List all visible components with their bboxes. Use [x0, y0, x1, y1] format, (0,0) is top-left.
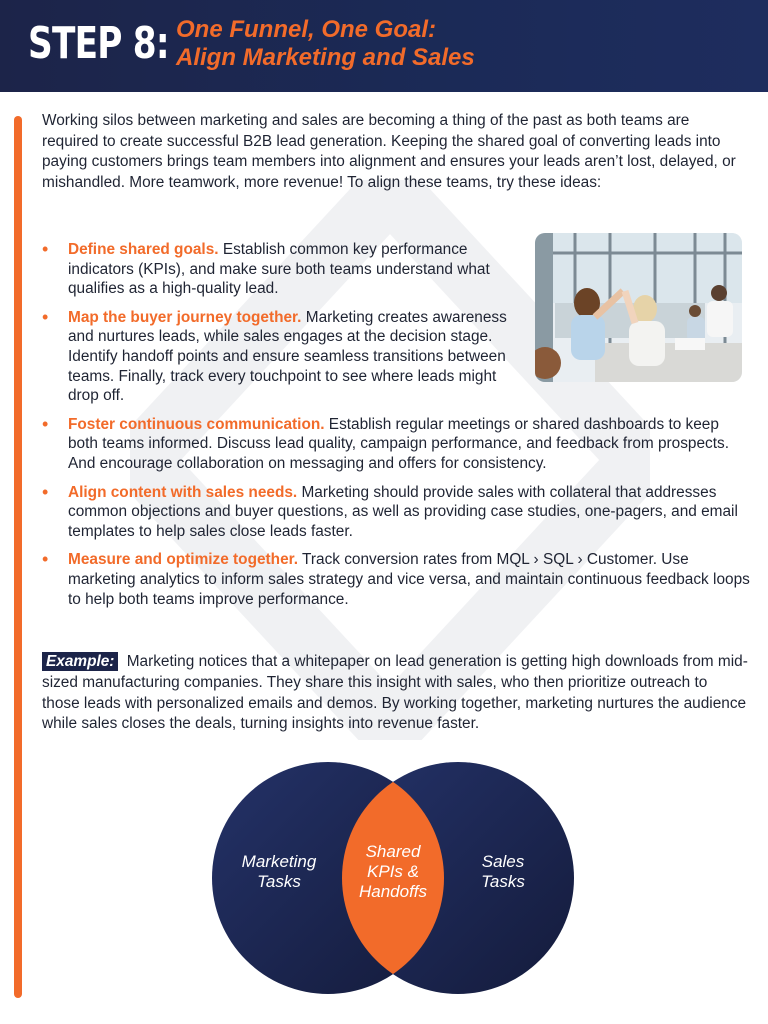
- step-label: STEP 8:: [28, 18, 169, 69]
- list-item: [42, 415, 752, 474]
- bullet-dot-icon: •: [42, 481, 49, 502]
- venn-left-line-2: Tasks: [257, 872, 301, 891]
- ideas-list: [42, 240, 752, 618]
- bullet-lead: Foster continuous communication.: [68, 415, 325, 433]
- page-title: [176, 16, 475, 72]
- bullet-dot-icon: •: [42, 413, 49, 434]
- bullet-dot-icon: •: [42, 239, 49, 259]
- venn-center-line-1: Shared: [365, 842, 421, 861]
- bullet-text: Establish common key performance indicators (KPIs), and make sure both teams understand what qualifies as a high-quality lead.: [68, 241, 490, 298]
- bullet-text: Track conversion rates from MQL › SQL › Customer. Use marketing analytics to inform sales strategy and vice versa, and maintain continuous feedback loops to help both teams improve performance.: [68, 551, 750, 608]
- venn-right-line-2: Tasks: [481, 872, 525, 891]
- title-line-2: Align Marketing and Sales: [176, 44, 475, 71]
- list-item: [42, 550, 752, 609]
- example-text: Marketing notices that a whitepaper on lead generation is getting high downloads from mid-sized manufacturing companies. They share this insight with sales, who then prioritize outreach to those leads with personalized emails and demos. By working together, marketing nurtures the audience while sales closes the deals, turning insights into revenue faster.: [42, 653, 748, 733]
- title-line-1: One Funnel, One Goal:: [176, 16, 437, 43]
- example-paragraph: [42, 652, 748, 735]
- bullet-lead: Define shared goals.: [68, 241, 219, 258]
- venn-diagram: [212, 758, 574, 998]
- venn-right-line-1: Sales: [481, 852, 525, 871]
- bullet-lead: Align content with sales needs.: [68, 483, 298, 501]
- bullet-dot-icon: •: [42, 306, 49, 327]
- bullet-dot-icon: •: [42, 549, 49, 570]
- example-label: Example:: [42, 652, 118, 671]
- intro-paragraph: Working silos between marketing and sales are becoming a thing of the past as both teams are required to create successful B2B lead generation. Keeping the shared goal of converting leads into paying customers brings team members into alignment and ensures your leads aren’t lost, delayed, or mishandled. More teamwork, more revenue! To align these teams, try these ideas:: [42, 112, 736, 191]
- list-item: [42, 308, 518, 406]
- list-item: [42, 483, 752, 542]
- list-item: [42, 240, 518, 299]
- bullet-lead: Measure and optimize together.: [68, 551, 299, 569]
- bullet-text: Marketing should provide sales with collateral that addresses common objections and buyer questions, as well as providing case studies, one-pagers, and email templates to help sales close leads faster.: [68, 483, 738, 540]
- page-header: [0, 0, 768, 92]
- left-accent-bar: [14, 116, 22, 998]
- bullet-text: Establish regular meetings or shared dashboards to keep both teams informed. Discuss lead quality, campaign performance, and feedback from prospects. And encourage collaboration on messaging and offers for consistency.: [68, 415, 729, 472]
- venn-center-line-3: Handoffs: [358, 882, 428, 901]
- bullet-text: Marketing creates awareness and nurtures leads, while sales engages at the decision stage. Identify handoff points and ensure seamless transitions between teams. Finally, track every touchpoint to see where leads might drop off.: [68, 308, 507, 405]
- venn-left-line-1: Marketing: [241, 852, 317, 871]
- bullet-lead: Map the buyer journey together.: [68, 308, 302, 326]
- venn-center-line-2: KPIs &: [367, 862, 419, 881]
